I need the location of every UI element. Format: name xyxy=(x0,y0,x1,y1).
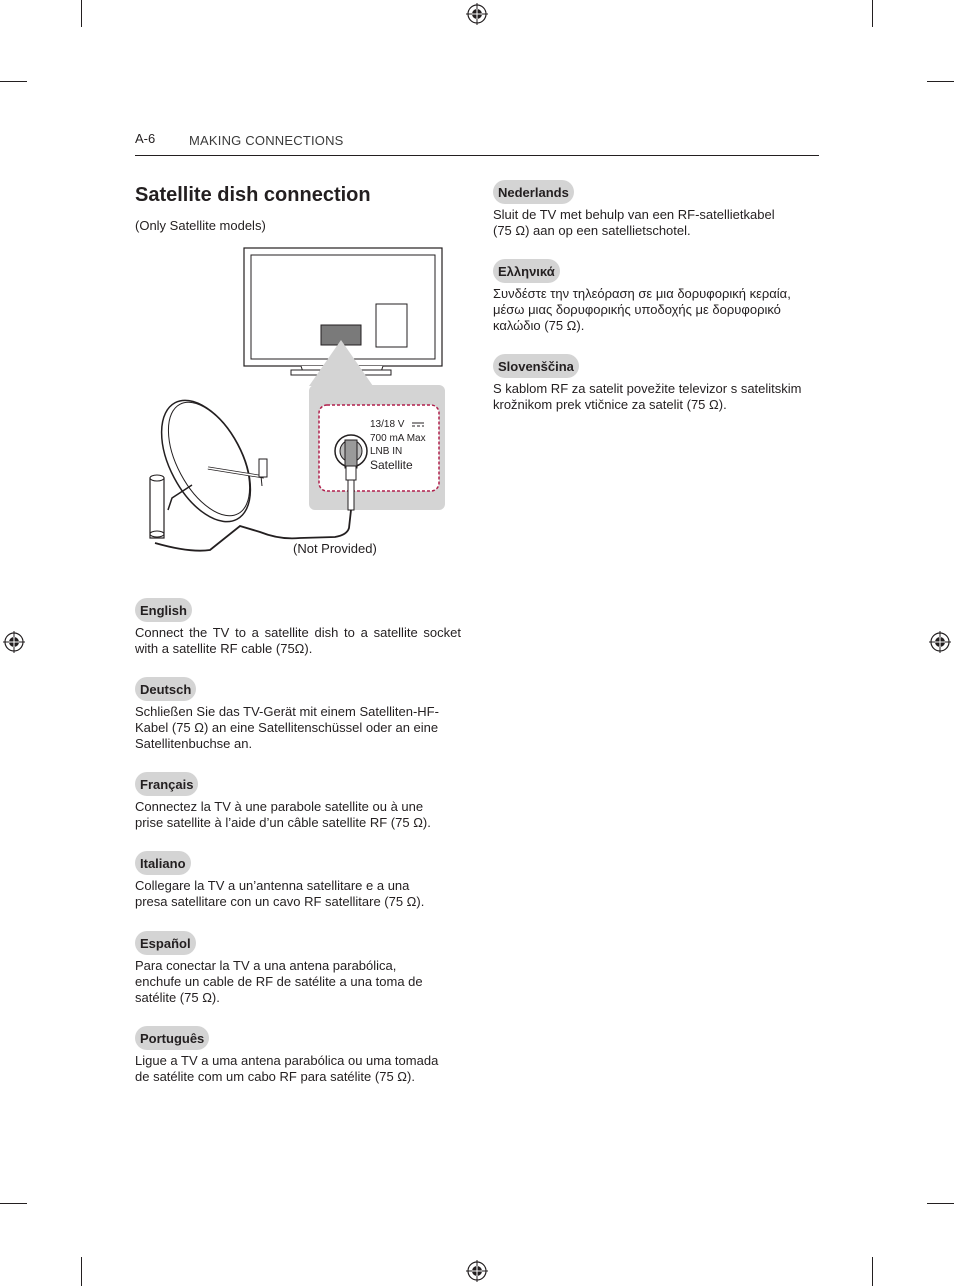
registration-mark-icon xyxy=(466,3,488,25)
lang-label: Español xyxy=(135,931,196,955)
crop-mark xyxy=(872,1257,873,1286)
satellite-connection-diagram xyxy=(130,240,460,570)
port-name-label: LNB IN xyxy=(370,446,403,457)
lang-text: Sluit de TV met behulp van een RF-satellietkabel (75 Ω) aan op een satellietschotel. xyxy=(493,207,775,238)
lang-label: Português xyxy=(135,1026,209,1050)
lang-text: S kablom RF za satelit povežite televizor s satelitskim krožnikom prek vtičnice za satelit (75 Ω). xyxy=(493,381,802,412)
section-title: MAKING CONNECTIONS xyxy=(189,133,344,148)
crop-mark xyxy=(81,1257,82,1286)
lang-block-slovenscina xyxy=(493,354,819,413)
lang-label: Ελληνικά xyxy=(493,259,560,283)
page-subtitle: (Only Satellite models) xyxy=(135,218,266,233)
lang-block-greek xyxy=(493,259,793,334)
lang-block-english xyxy=(135,598,461,657)
lang-label: Slovenščina xyxy=(493,354,579,378)
lang-text: Collegare la TV a un’antenna satellitare e a una presa satellitare con un cavo RF satellitare (75 Ω). xyxy=(135,878,425,909)
port-current-label: 700 mA Max xyxy=(370,433,426,444)
lang-label: Nederlands xyxy=(493,180,574,204)
header-divider xyxy=(135,155,819,156)
port-satellite-label: Satellite xyxy=(370,458,413,472)
crop-mark xyxy=(0,81,27,82)
lang-text: Συνδέστε την τηλεόραση σε μια δορυφορική κεραία, μέσω μιας δορυφορικής υποδοχής με δορυφορικό καλώδιο (75 Ω). xyxy=(493,286,791,333)
lang-label: Deutsch xyxy=(135,677,196,701)
cable-note: (Not Provided) xyxy=(293,541,377,556)
page-title: Satellite dish connection xyxy=(135,184,371,206)
lang-block-espanol xyxy=(135,931,445,1006)
satellite-dish-icon xyxy=(143,386,269,538)
lang-text: Para conectar la TV a una antena parabólica, enchufe un cable de RF de satélite a una toma de satélite (75 Ω). xyxy=(135,958,423,1005)
lang-text: Connectez la TV à une parabole satellite ou à une prise satellite à l’aide d’un câble satellite RF (75 Ω). xyxy=(135,799,431,830)
lang-text: Ligue a TV a uma antena parabólica ou uma tomada de satélite com um cabo RF para satélite (75 Ω). xyxy=(135,1053,439,1084)
lang-block-nederlands xyxy=(493,180,793,239)
registration-mark-icon xyxy=(3,631,25,653)
lang-text: Schließen Sie das TV-Gerät mit einem Satelliten-HF-Kabel (75 Ω) an eine Satellitenschüssel oder an eine Satellitenbuchse an. xyxy=(135,704,439,751)
lang-block-italiano xyxy=(135,851,445,910)
crop-mark xyxy=(872,0,873,27)
port-voltage-label: 13/18 V xyxy=(370,419,405,430)
crop-mark xyxy=(0,1203,27,1204)
page-number: A-6 xyxy=(135,131,156,146)
lang-label: Français xyxy=(135,772,198,796)
lang-label: Italiano xyxy=(135,851,191,875)
lang-block-francais xyxy=(135,772,445,831)
crop-mark xyxy=(927,1203,954,1204)
crop-mark xyxy=(81,0,82,27)
lang-text: Connect the TV to a satellite dish to a satellite socket with a satellite RF cable (75Ω). xyxy=(135,625,461,656)
crop-mark xyxy=(927,81,954,82)
lang-label: English xyxy=(135,598,192,622)
registration-mark-icon xyxy=(466,1260,488,1282)
registration-mark-icon xyxy=(929,631,951,653)
lang-block-deutsch xyxy=(135,677,445,752)
lang-block-portugues xyxy=(135,1026,455,1085)
